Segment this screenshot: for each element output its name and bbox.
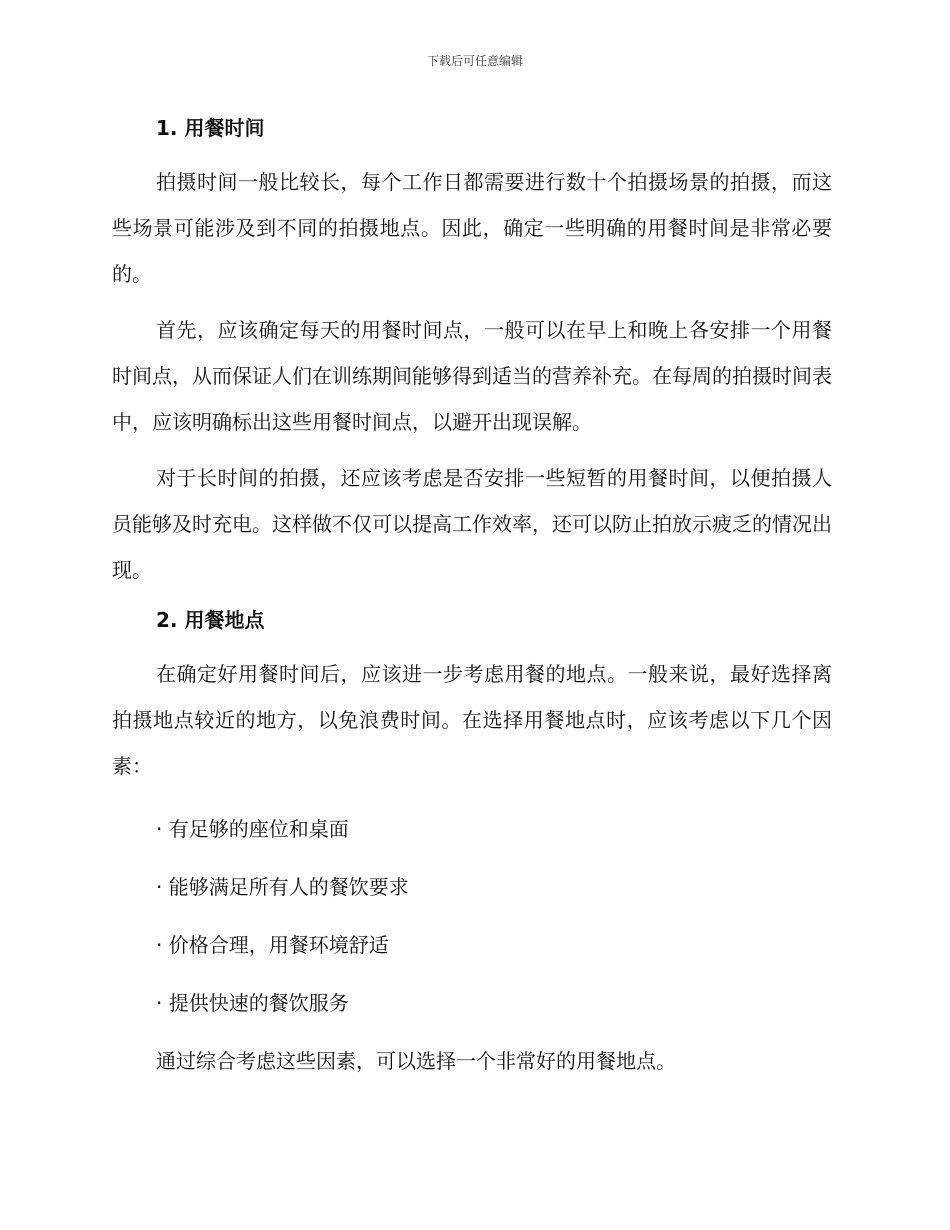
paragraph: 对于长时间的拍摄，还应该考虑是否安排一些短暂的用餐时间，以便拍摄人员能够及时充电。这样做不仅可以提高工作效率，还可以防止拍放示疲乏的情况出现。 [112,466,832,582]
document-body [112,110,832,1079]
list-item: · 有足够的座位和桌面 [156,817,349,841]
paragraph: 在确定好用餐时间后，应该进一步考虑用餐的地点。一般来说，最好选择离拍摄地点较近的地方，以免浪费时间。在选择用餐地点时，应该考虑以下几个因素： [112,662,832,778]
list-item: · 能够满足所有人的餐饮要求 [156,875,409,899]
page-header-note: 下载后可任意编辑 [426,54,523,68]
list-item: · 价格合理，用餐环境舒适 [156,933,389,957]
section-heading-meal-time: 1. 用餐时间 [156,116,265,140]
paragraph: 首先，应该确定每天的用餐时间点，一般可以在早上和晚上各安排一个用餐时间点，从而保证人们在训练期间能够得到适当的营养补充。在每周的拍摄时间表中，应该明确标出这些用餐时间点，以避开出现误解。 [112,318,832,434]
conclusion-paragraph: 通过综合考虑这些因素，可以选择一个非常好的用餐地点。 [156,1049,676,1073]
paragraph: 拍摄时间一般比较长，每个工作日都需要进行数十个拍摄场景的拍摄，而这些场景可能涉及到不同的拍摄地点。因此，确定一些明确的用餐时间是非常必要的。 [112,170,832,286]
section-heading-meal-location: 2. 用餐地点 [156,608,265,632]
list-item: · 提供快速的餐饮服务 [156,991,349,1015]
